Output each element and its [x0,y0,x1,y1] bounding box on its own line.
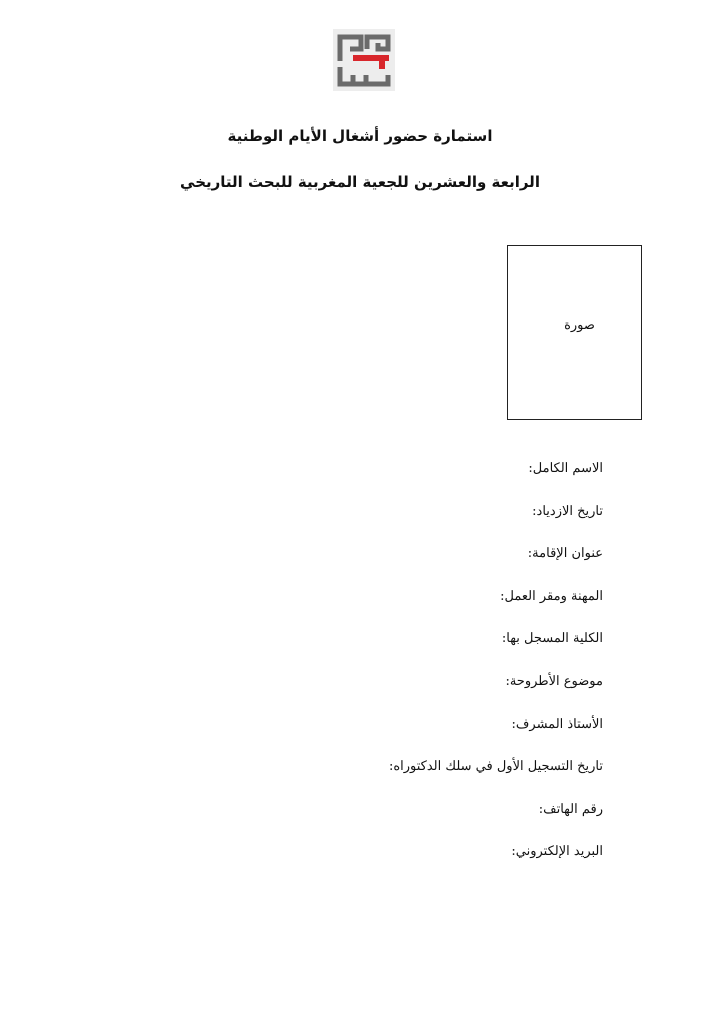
field-supervisor: الأستاذ المشرف: [511,716,603,732]
form-subtitle: الرابعة والعشرين للجعية المغربية للبحث التاريخي [180,173,540,191]
field-email: البريد الإلكتروني: [511,844,603,860]
photo-label: صورة [564,318,595,333]
kufic-logo-icon [333,29,395,91]
photo-placeholder [507,245,642,420]
field-thesis-topic: موضوع الأطروحة: [505,673,603,689]
field-doctorate-registration-date: تاريخ التسجيل الأول في سلك الدكتوراه: [388,759,603,775]
field-phone: رقم الهاتف: [538,801,603,817]
field-profession: المهنة ومقر العمل: [500,588,603,604]
form-fields [389,460,603,886]
form-title: استمارة حضور أشغال الأيام الوطنية [227,127,493,145]
field-address: عنوان الإقامة: [527,546,603,562]
field-full-name: الاسم الكامل: [528,461,603,476]
field-faculty: الكلية المسجل بها: [501,631,603,647]
field-birth-date: تاريخ الازدياد: [532,503,603,519]
